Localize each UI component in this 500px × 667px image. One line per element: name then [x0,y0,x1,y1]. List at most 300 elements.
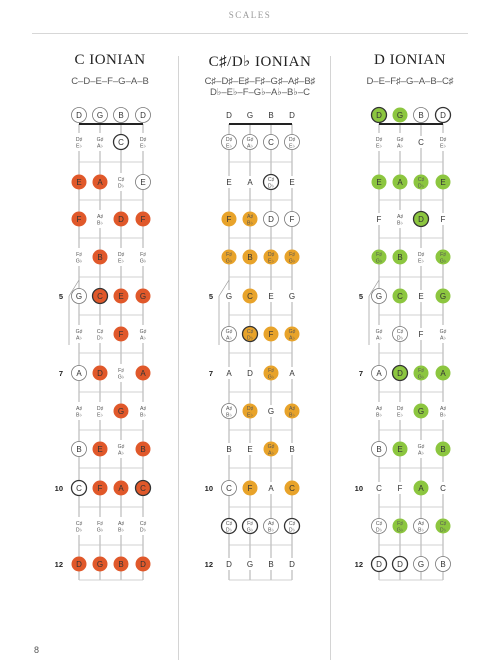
note-marker [393,327,408,342]
svg-text:F: F [376,215,382,224]
svg-text:A: A [247,178,253,187]
svg-text:B: B [140,445,146,454]
svg-text:G♭: G♭ [375,258,383,265]
fret-number-label: 5 [208,292,213,301]
note-marker [436,175,451,190]
note-marker [372,442,387,457]
note-marker [285,519,300,534]
svg-text:G♭: G♭ [96,527,104,534]
svg-text:F♯: F♯ [440,252,446,258]
svg-text:D♯: D♯ [375,137,383,143]
scale-notes-c-sharp-line2: D♭–E♭–F–G♭–A♭–B♭–C [209,87,311,98]
svg-text:D♯: D♯ [96,406,104,412]
note-marker [243,367,257,379]
note-marker [93,108,108,123]
svg-text:G: G [225,292,233,301]
svg-text:A♯: A♯ [439,406,447,412]
note-marker [285,367,299,379]
svg-text:E: E [118,292,124,301]
note-marker [414,290,428,302]
svg-text:D♯: D♯ [439,137,447,143]
svg-text:C: C [289,484,295,493]
svg-text:A♭: A♭ [118,450,124,457]
svg-text:D♭: D♭ [246,335,254,342]
note-marker [264,290,278,302]
svg-text:E: E [418,292,424,301]
note-marker [243,443,257,455]
scale-notes-c: C–D–E–F–G–A–B [71,76,149,87]
note-marker [222,481,237,496]
note-marker [393,289,408,304]
note-marker [93,289,108,304]
note-marker [436,213,450,225]
note-marker [414,328,428,340]
note-marker [393,250,408,265]
svg-text:D♯: D♯ [117,252,125,258]
note-marker [114,173,128,191]
svg-text:A: A [226,369,232,378]
svg-text:A♭: A♭ [397,143,403,150]
note-marker [114,327,129,342]
svg-text:C♯: C♯ [288,521,296,527]
svg-text:E♭: E♭ [418,258,424,265]
svg-text:A: A [397,178,403,187]
note-marker [372,175,387,190]
svg-text:F♯: F♯ [268,368,274,374]
svg-text:C: C [226,484,232,493]
svg-text:A♯: A♯ [139,406,147,412]
note-marker [393,108,408,123]
svg-text:C: C [247,292,253,301]
note-marker [93,210,107,228]
note-marker [72,133,86,151]
svg-text:C♯: C♯ [139,521,147,527]
note-marker [372,213,386,225]
note-marker [114,289,129,304]
svg-text:G♯: G♯ [288,329,296,335]
note-marker [393,366,408,381]
note-marker [243,481,258,496]
svg-text:A♭: A♭ [247,143,253,150]
svg-text:E♭: E♭ [247,412,253,419]
svg-text:A♯: A♯ [288,406,296,412]
svg-text:D♯: D♯ [75,137,83,143]
svg-text:B♭: B♭ [440,412,446,419]
svg-text:G: G [96,111,104,120]
note-marker [93,325,107,343]
svg-text:F: F [289,215,295,224]
diagram-title-d: D IONIAN [374,52,446,68]
svg-text:E: E [289,178,295,187]
svg-text:F: F [418,330,424,339]
svg-text:A♯: A♯ [96,214,104,220]
svg-text:B♭: B♭ [226,412,232,419]
note-marker [436,402,450,420]
note-marker [264,519,279,534]
svg-text:C♯: C♯ [96,329,104,335]
svg-text:E: E [76,178,82,187]
note-marker [222,327,237,342]
fret-number-label: 7 [58,369,63,378]
svg-text:D♭: D♭ [225,527,233,534]
svg-text:C♯: C♯ [117,177,125,183]
svg-text:D♯: D♯ [396,406,404,412]
note-marker [285,558,299,570]
svg-text:A♭: A♭ [226,335,232,342]
svg-text:E: E [440,178,446,187]
svg-text:A♯: A♯ [417,521,425,527]
note-marker [136,366,151,381]
svg-text:D: D [376,560,382,569]
svg-text:B: B [440,445,446,454]
note-marker [243,519,258,534]
svg-text:B♭: B♭ [118,527,124,534]
svg-text:F: F [76,215,82,224]
svg-text:F♯: F♯ [97,521,103,527]
note-marker [414,366,429,381]
note-marker [372,519,387,534]
svg-text:A: A [289,369,295,378]
fret-number-label: 5 [58,292,63,301]
svg-text:C♯: C♯ [75,521,83,527]
svg-text:G♭: G♭ [288,258,296,265]
note-marker [264,482,278,494]
note-marker [72,366,87,381]
svg-text:F: F [97,484,103,493]
svg-text:C♯: C♯ [375,521,383,527]
svg-text:D♯: D♯ [417,252,425,258]
fret-number-label: 12 [54,560,63,569]
svg-text:E: E [397,445,403,454]
note-marker [285,404,300,419]
note-marker [114,364,128,382]
note-marker [285,109,299,121]
note-marker [222,404,237,419]
svg-text:B♭: B♭ [268,527,274,534]
note-marker [136,289,151,304]
svg-text:A: A [118,484,124,493]
note-marker [243,289,258,304]
note-marker [93,366,108,381]
svg-text:C: C [97,292,103,301]
svg-text:E: E [226,178,232,187]
svg-text:C: C [76,484,82,493]
note-marker [222,250,237,265]
svg-text:D: D [289,560,295,569]
note-marker [72,248,86,266]
svg-text:E: E [376,178,382,187]
svg-text:D♯: D♯ [267,252,275,258]
svg-text:B♭: B♭ [97,220,103,227]
svg-text:B: B [397,253,403,262]
svg-text:D♭: D♭ [439,527,447,534]
svg-text:G: G [396,111,404,120]
note-marker [222,558,236,570]
note-marker [72,517,86,535]
svg-text:B: B [289,445,295,454]
svg-text:E♭: E♭ [226,143,232,150]
note-marker [93,481,108,496]
svg-text:D♭: D♭ [75,527,83,534]
note-marker [436,250,451,265]
fret-number-label: 12 [354,560,363,569]
svg-text:B: B [97,253,103,262]
svg-text:G♯: G♯ [439,329,447,335]
note-marker [222,212,237,227]
svg-text:G♭: G♭ [75,258,83,265]
svg-text:D: D [140,560,146,569]
note-marker [114,212,129,227]
svg-text:E: E [247,445,253,454]
svg-text:D♯: D♯ [225,137,233,143]
note-marker [264,212,279,227]
svg-text:G♯: G♯ [267,444,275,450]
svg-text:C: C [440,484,446,493]
scale-notes-c-sharp-line1: C♯–D♯–E♯–F♯–G♯–A♯–B♯ [204,76,316,87]
note-marker [114,248,128,266]
note-marker [393,133,407,151]
note-marker [93,175,108,190]
svg-text:C: C [118,138,124,147]
svg-text:G: G [75,292,83,301]
note-marker [243,404,258,419]
svg-text:G♯: G♯ [396,137,404,143]
note-marker [372,482,386,494]
note-marker [264,366,279,381]
svg-text:D♭: D♭ [417,183,425,190]
svg-text:F: F [397,484,403,493]
note-marker [436,133,450,151]
svg-text:E: E [140,178,146,187]
svg-text:D♭: D♭ [139,527,147,534]
note-marker [93,250,108,265]
note-marker [93,402,107,420]
note-marker [414,440,428,458]
svg-text:D♯: D♯ [288,137,296,143]
svg-text:B: B [418,111,424,120]
note-marker [72,481,87,496]
svg-text:B♭: B♭ [247,220,253,227]
note-marker [264,558,278,570]
svg-text:G: G [288,292,296,301]
fret-number-label: 5 [358,292,363,301]
svg-text:G♭: G♭ [225,258,233,265]
svg-text:G♭: G♭ [267,374,275,381]
svg-text:G: G [375,292,383,301]
svg-text:G: G [246,111,254,120]
svg-text:D: D [268,215,274,224]
svg-text:F♯: F♯ [226,252,232,258]
svg-text:F♯: F♯ [376,252,382,258]
svg-text:B: B [268,560,274,569]
note-marker [93,517,107,535]
svg-text:E: E [268,292,274,301]
svg-text:D: D [397,369,403,378]
svg-text:F: F [118,330,124,339]
note-marker [372,325,386,343]
note-marker [285,290,299,302]
svg-text:B♭: B♭ [289,412,295,419]
svg-text:C♯: C♯ [267,177,275,183]
note-marker [414,557,429,572]
svg-text:A♯: A♯ [267,521,275,527]
svg-text:C♯: C♯ [225,521,233,527]
page-number: 8 [34,645,40,655]
note-marker [243,250,258,265]
svg-text:G♯: G♯ [96,137,104,143]
svg-text:A♭: A♭ [268,450,274,457]
svg-text:C: C [268,138,274,147]
note-marker [264,327,279,342]
svg-text:D: D [397,560,403,569]
note-marker [114,557,129,572]
svg-text:E: E [97,445,103,454]
svg-text:G: G [96,560,104,569]
note-marker [93,557,108,572]
svg-text:D: D [376,111,382,120]
svg-text:D♭: D♭ [96,335,104,342]
svg-text:E♭: E♭ [97,412,103,419]
note-marker [372,366,387,381]
note-marker [222,519,237,534]
note-marker [72,175,87,190]
svg-text:B♭: B♭ [418,527,424,534]
svg-text:A♭: A♭ [76,335,82,342]
note-marker [136,212,151,227]
svg-text:F♯: F♯ [418,368,424,374]
svg-text:G: G [246,560,254,569]
svg-text:G: G [439,292,447,301]
note-marker [436,482,450,494]
svg-text:D♭: D♭ [267,183,275,190]
svg-text:A♭: A♭ [140,335,146,342]
svg-text:A: A [376,369,382,378]
svg-text:G♭: G♭ [417,374,425,381]
svg-text:A: A [140,369,146,378]
note-marker [393,442,408,457]
note-marker [414,481,429,496]
svg-text:A♯: A♯ [225,406,233,412]
svg-text:A♭: A♭ [97,143,103,150]
svg-text:C♯: C♯ [439,521,447,527]
note-marker [136,402,150,420]
svg-text:F: F [247,484,253,493]
svg-text:D♯: D♯ [139,137,147,143]
note-marker [285,176,299,188]
note-marker [393,175,408,190]
svg-text:A: A [76,369,82,378]
note-marker [285,135,300,150]
note-marker [72,557,87,572]
diagram-title-c-sharp: C♯/D♭ IONIAN [208,54,312,70]
svg-text:B♭: B♭ [76,412,82,419]
svg-text:D: D [140,111,146,120]
note-marker [222,367,236,379]
svg-text:A♭: A♭ [418,450,424,457]
note-marker [436,325,450,343]
svg-text:G♯: G♯ [417,444,425,450]
fret-number-label: 10 [54,484,63,493]
note-marker [72,442,87,457]
svg-text:E♭: E♭ [440,143,446,150]
note-marker [114,517,128,535]
note-marker [243,109,257,121]
svg-text:D♭: D♭ [375,527,383,534]
svg-text:C: C [140,484,146,493]
svg-text:B: B [226,445,232,454]
note-marker [114,440,128,458]
svg-text:G♭: G♭ [396,527,404,534]
note-marker [222,176,236,188]
svg-text:F♯: F♯ [76,252,82,258]
svg-text:G: G [417,560,425,569]
note-marker [414,404,429,419]
svg-text:A: A [97,178,103,187]
svg-text:G: G [117,407,125,416]
note-marker [414,136,428,148]
note-marker [222,109,236,121]
svg-text:G♭: G♭ [246,527,254,534]
note-marker [393,519,408,534]
svg-text:D: D [118,215,124,224]
fret-number-label: 7 [208,369,213,378]
note-marker [264,405,278,417]
svg-text:G♯: G♯ [139,329,147,335]
note-marker [264,109,278,121]
svg-text:A♯: A♯ [246,214,254,220]
fret-number-label: 12 [204,560,213,569]
svg-text:D: D [76,560,82,569]
svg-text:G♯: G♯ [225,329,233,335]
note-marker [72,402,86,420]
svg-text:D: D [97,369,103,378]
note-marker [436,366,451,381]
svg-text:F: F [440,215,446,224]
note-marker [222,135,237,150]
note-marker [136,325,150,343]
svg-text:C♯: C♯ [396,329,404,335]
note-marker [436,557,451,572]
svg-text:B: B [376,445,382,454]
svg-text:D: D [247,369,253,378]
svg-text:G♭: G♭ [439,258,447,265]
svg-text:D: D [76,111,82,120]
note-marker [136,133,150,151]
svg-text:A♯: A♯ [375,406,383,412]
svg-text:F: F [226,215,232,224]
note-marker [414,519,429,534]
svg-text:E♭: E♭ [76,143,82,150]
svg-text:D♭: D♭ [396,335,404,342]
note-marker [243,212,258,227]
note-marker [285,481,300,496]
svg-text:D♭: D♭ [288,527,296,534]
note-marker [93,442,108,457]
svg-text:E♭: E♭ [376,143,382,150]
svg-text:A: A [418,484,424,493]
svg-text:F: F [268,330,274,339]
svg-text:C: C [418,138,424,147]
note-marker [243,135,258,150]
note-marker [436,519,451,534]
svg-text:D: D [289,111,295,120]
svg-text:F♯: F♯ [289,252,295,258]
section-header: SCALES [228,10,272,20]
note-marker [393,482,407,494]
svg-text:B: B [247,253,253,262]
note-marker [136,442,151,457]
note-marker [414,108,429,123]
